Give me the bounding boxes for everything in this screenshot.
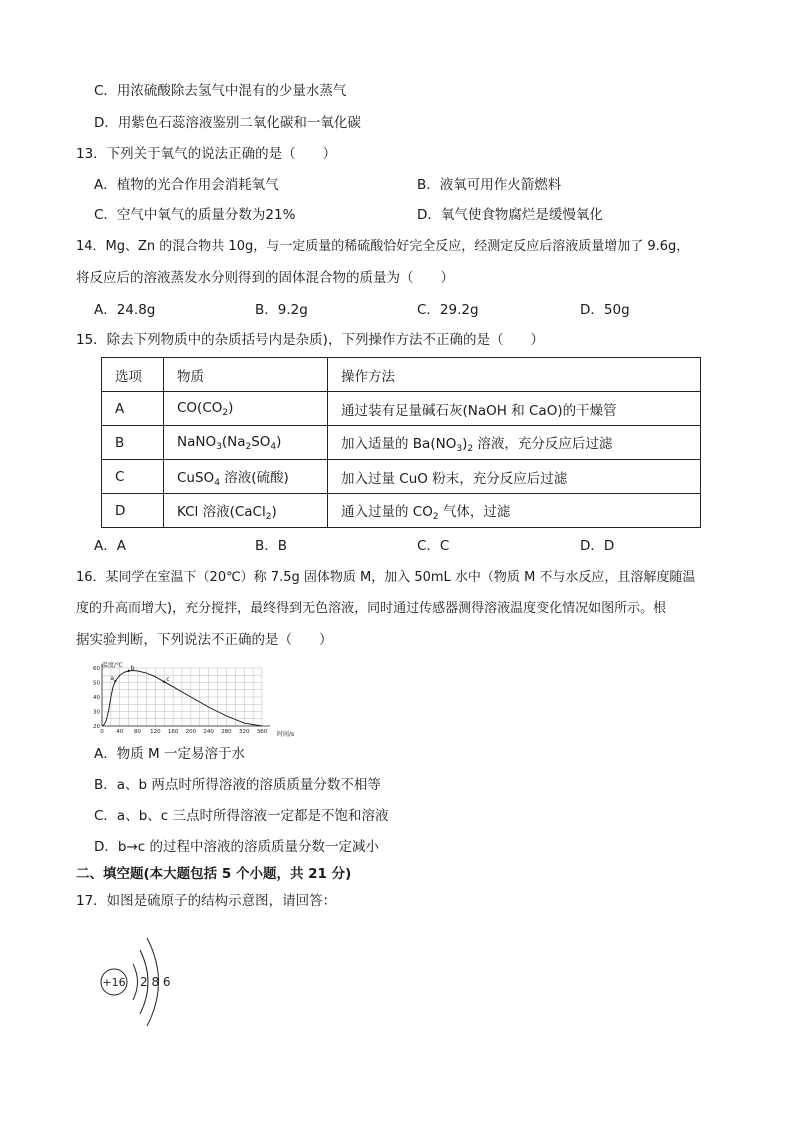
q16-stem-line1: 16．某同学在室温下（20℃）称 7.5g 固体物质 M，加入 50mL 水中（物质 M 不与水反应，且溶解度随温 (76, 570, 696, 585)
row-option: B (102, 426, 164, 460)
data-point (128, 670, 130, 672)
q16-option-c: C．a、b、c 三点时所得溶液一定都是不饱和溶液 (94, 808, 389, 824)
sulfur-atom-diagram (96, 930, 186, 1030)
q16-stem-line3: 据实验判断，下列说法不正确的是（ ） (76, 632, 333, 648)
point-label: a (110, 675, 115, 683)
x-tick-label: 280 (221, 729, 232, 735)
q16-option-b: B．a、b 两点时所得溶液的溶质质量分数不相等 (94, 777, 381, 793)
row-method: 加入过量 CuO 粉末，充分反应后过滤 (328, 460, 701, 494)
x-tick-label: 240 (203, 729, 214, 735)
q13-option-b: B．液氧可用作火箭燃料 (417, 177, 562, 193)
q15-table (101, 357, 701, 528)
row-method: 通入过量的 $CO_2$ 气体，过滤 (328, 494, 701, 528)
q15-option-a: A．A (94, 538, 126, 554)
q13-option-c: C．空气中氧气的质量分数为21% (94, 207, 296, 223)
data-point (114, 680, 116, 682)
q17-stem: 17．如图是硫原子的结构示意图，请回答： (76, 893, 337, 909)
electron-shell-1 (133, 964, 138, 1000)
q14-option-c: C．29.2g (417, 302, 479, 318)
q15-option-d: D．D (580, 538, 615, 554)
data-point (163, 681, 165, 683)
x-tick-label: 160 (167, 729, 179, 735)
point-label: b (130, 664, 135, 672)
chart-axes (102, 664, 270, 726)
q13-option-a: A．植物的光合作用会消耗氧气 (94, 177, 279, 193)
y-tick-label: 20 (93, 724, 100, 730)
x-tick-label: 40 (116, 729, 124, 735)
q12-option-c: C．用浓硫酸除去氢气中混有的少量水蒸气 (94, 83, 347, 99)
section-title: 二、填空题(本大题包括 5 个小题，共 21 分) (76, 866, 352, 882)
q14-option-a: A．24.8g (94, 302, 156, 318)
q14-option-b: B．9.2g (255, 302, 308, 318)
row-substance: $NaNO_3(Na_2SO_4)$ (164, 426, 328, 460)
row-substance: KCl 溶液(CaCl$_2$) (164, 494, 328, 528)
row-method: 加入适量的 $Ba(NO_3)_2$ 溶液，充分反应后过滤 (328, 426, 701, 460)
row-method: 通过装有足量碱石灰(NaOH 和 CaO)的干燥管 (328, 392, 701, 426)
x-axis-label: 时间/s (277, 731, 295, 738)
chart-grid (102, 668, 262, 726)
q15-stem: 15．除去下列物质中的杂质括号内是杂质)，下列操作方法不正确的是（ ） (76, 332, 544, 348)
q15-option-b: B．B (255, 538, 288, 554)
x-tick-label: 320 (238, 729, 250, 735)
table-row (102, 494, 701, 528)
q13-stem: 13．下列关于氧气的说法正确的是（ ） (76, 146, 337, 162)
y-tick-label: 60 (93, 666, 100, 672)
temperature-time-chart (84, 658, 304, 740)
q14-option-d: D．50g (580, 302, 630, 318)
q16-stem-line2: 度的升高而增大)，充分搅拌，最终得到无色溶液，同时通过传感器测得溶液温度变化情况如图所示。根 (76, 601, 667, 616)
row-option: C (102, 460, 164, 494)
row-substance: $CO(CO_2)$ (164, 392, 328, 426)
x-tick-label: 120 (150, 729, 161, 735)
q15-option-c: C．C (417, 538, 450, 554)
table-row (102, 426, 701, 460)
row-substance: CuSO$_4$ 溶液(硫酸) (164, 460, 328, 494)
row-option: A (102, 392, 164, 426)
y-tick-label: 40 (93, 695, 100, 701)
header-method: 操作方法 (328, 358, 701, 392)
header-substance: 物质 (164, 358, 328, 392)
header-option: 选项 (102, 358, 164, 392)
q14-stem-line1: 14．Mg、Zn 的混合物共 10g，与一定质量的稀硫酸恰好完全反应，经测定反应后溶液质量增加了 9.6g， (76, 239, 690, 254)
x-tick-label: 200 (185, 729, 197, 735)
point-label: c (166, 675, 170, 683)
electron-counts: 2 8 6 (140, 975, 171, 989)
q12-option-d: D．用紫色石蕊溶液鉴别二氧化碳和一氧化碳 (94, 115, 361, 131)
q16-option-a: A．物质 M 一定易溶于水 (94, 746, 245, 762)
y-tick-label: 50 (93, 680, 100, 687)
q13-option-d: D．氧气使食物腐烂是缓慢氧化 (417, 207, 603, 223)
table-row (102, 392, 701, 426)
x-tick-label: 360 (256, 729, 268, 735)
y-axis-label: 温度/℃ (102, 662, 123, 669)
nucleus-charge: +16 (102, 976, 126, 989)
x-tick-label: 80 (134, 729, 142, 735)
table-row (102, 460, 701, 494)
table-header-row (102, 358, 701, 392)
row-option: D (102, 494, 164, 528)
q14-stem-line2: 将反应后的溶液蒸发水分则得到的固体混合物的质量为（ ） (76, 270, 454, 286)
x-tick-label: 0 (100, 729, 104, 735)
q16-option-d: D．b→c 的过程中溶液的溶质质量分数一定减小 (94, 839, 379, 855)
y-tick-label: 30 (93, 709, 100, 716)
